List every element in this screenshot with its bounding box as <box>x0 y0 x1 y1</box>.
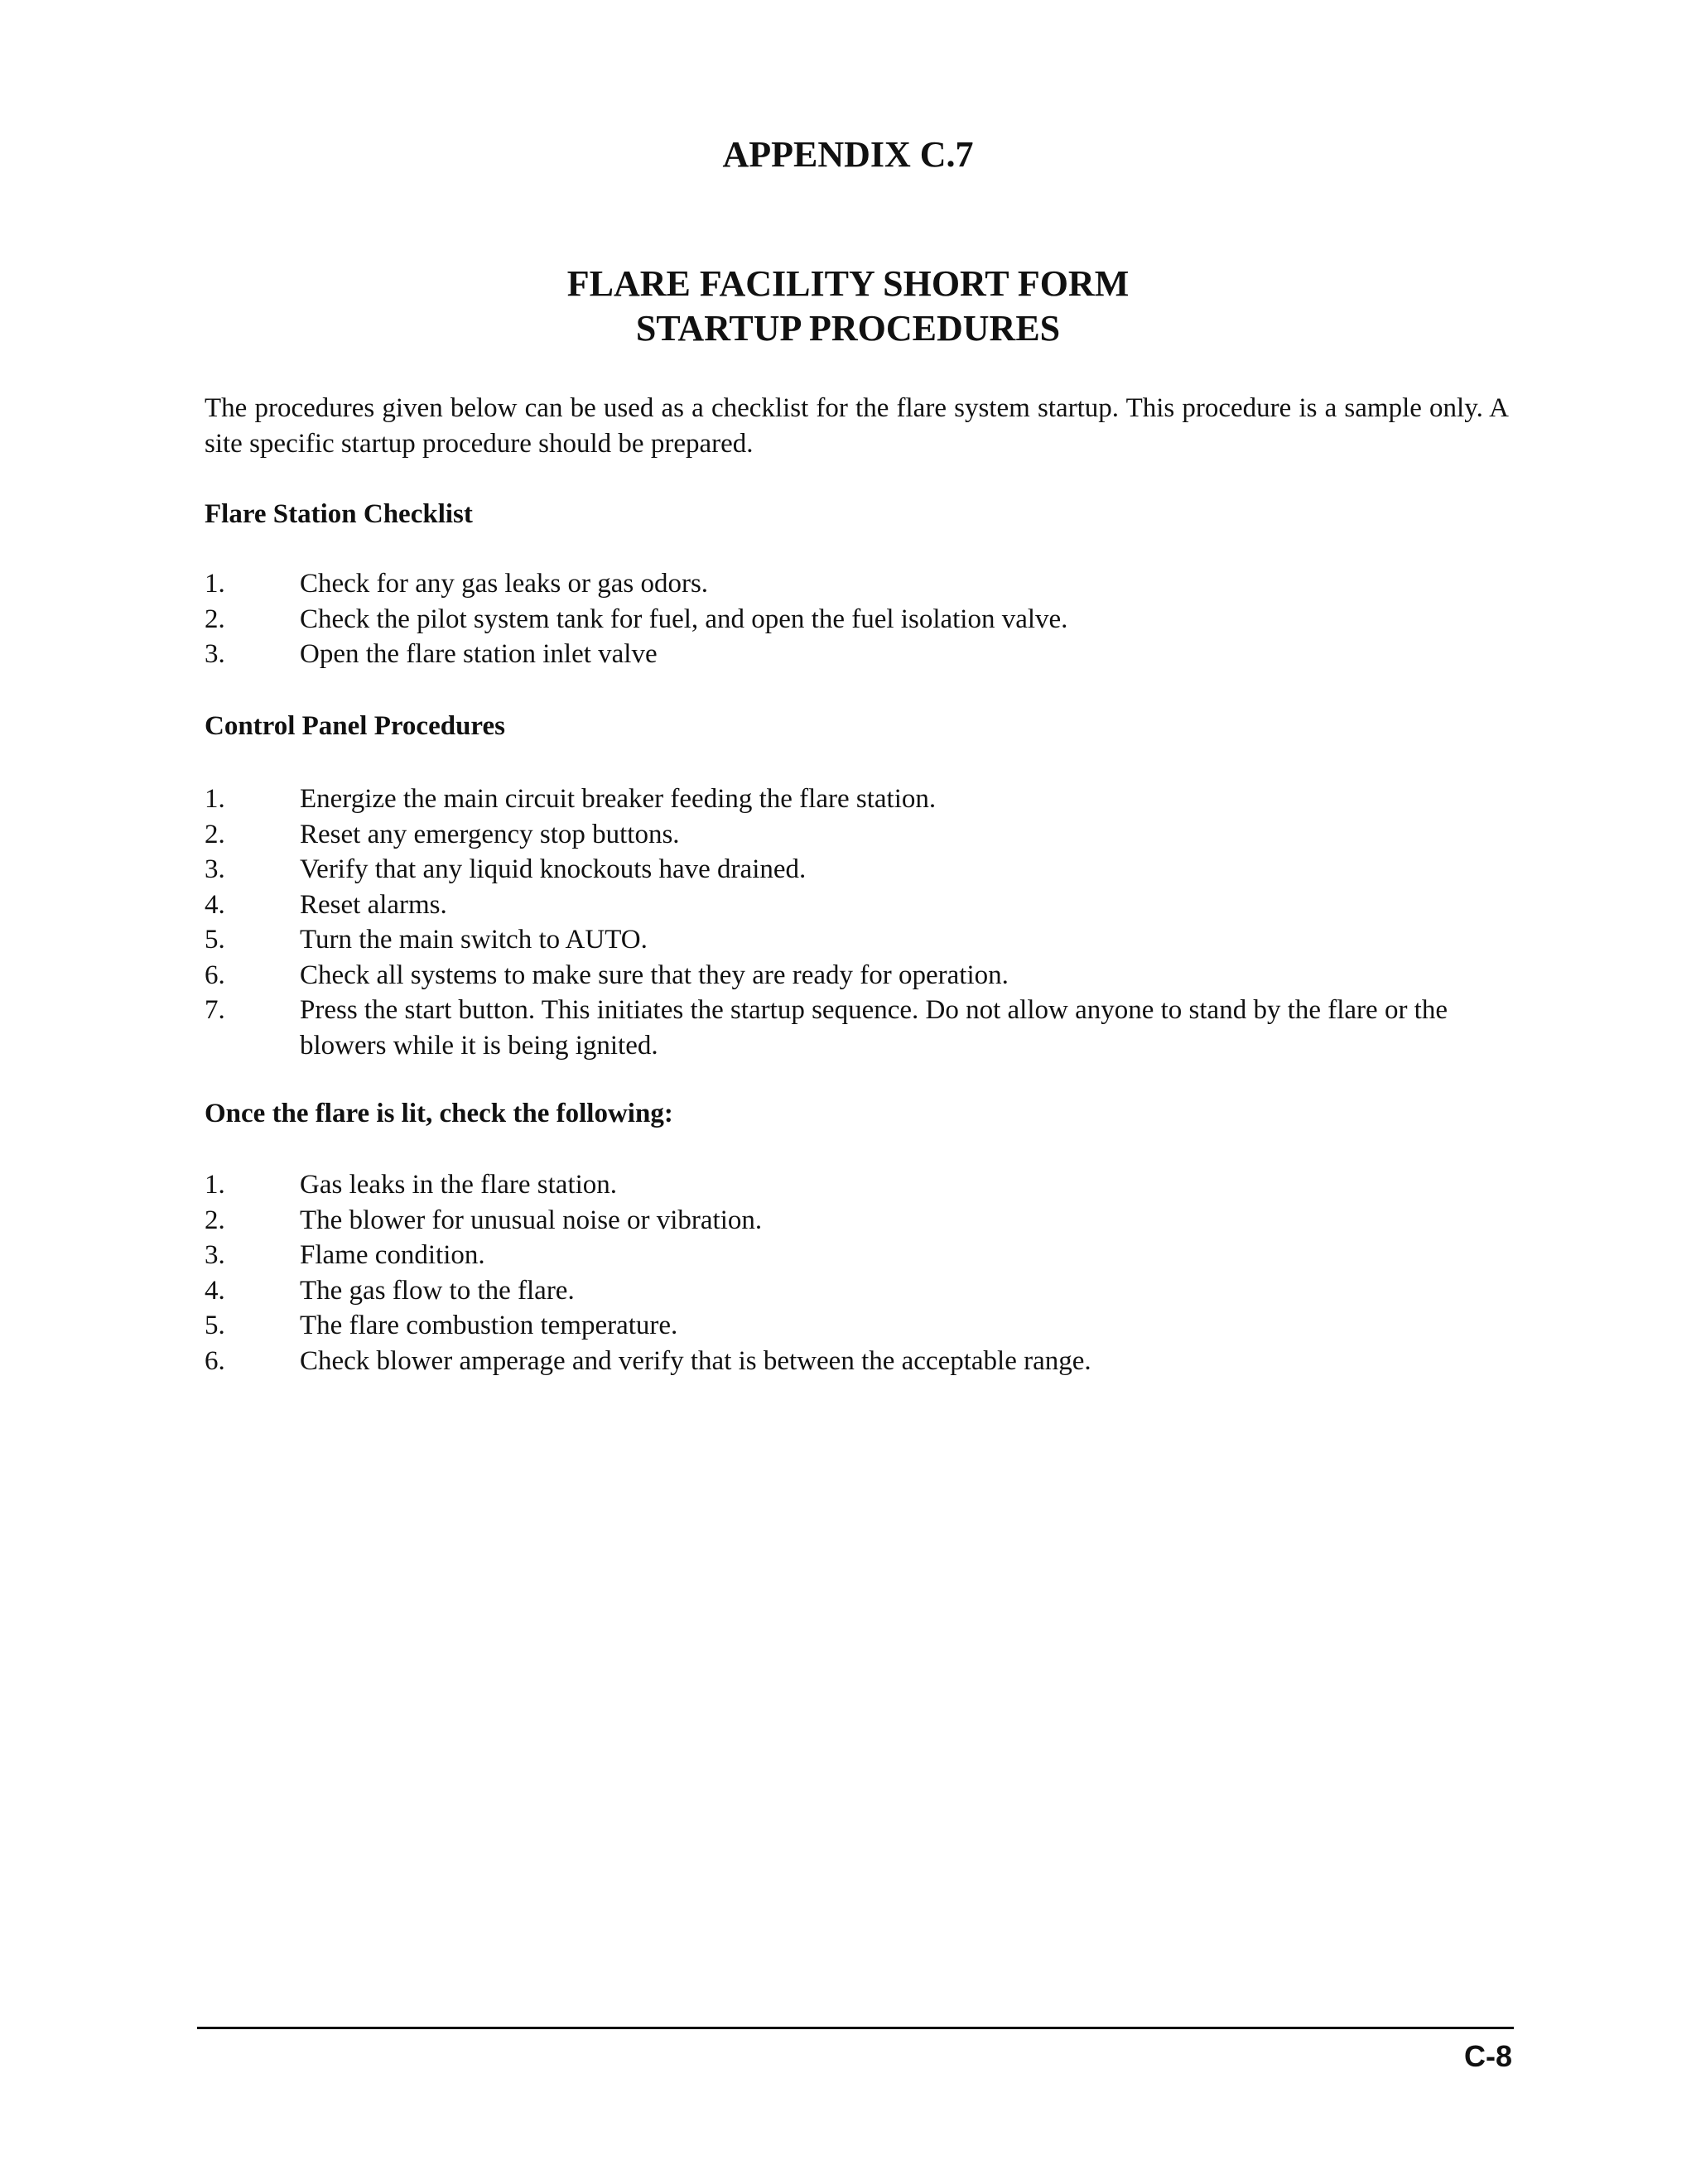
document-title-line-2: STARTUP PROCEDURES <box>635 308 1061 349</box>
list-item-text: The flare combustion temperature. <box>300 1311 678 1340</box>
list-item-number: 1. <box>205 569 225 599</box>
section-heading-once-flare-lit: Once the flare is lit, check the following: <box>205 1099 673 1128</box>
list-item-number: 7. <box>205 995 225 1025</box>
list-item-number: 5. <box>205 1311 225 1340</box>
list-item <box>205 602 1517 637</box>
list-item-text: Check for any gas leaks or gas odors. <box>300 569 709 599</box>
intro-paragraph: The procedures given below can be used as a checklist for the flare system startup. This procedure is a sample only. A site specific startup procedure should be prepared. <box>205 393 1509 459</box>
list-item-number: 5. <box>205 925 225 955</box>
list-item-number: 4. <box>205 1275 225 1306</box>
list-item-text: The gas flow to the flare. <box>300 1275 575 1306</box>
list-item-text: Check blower amperage and verify that is between the acceptable range. <box>300 1345 1091 1376</box>
list-item <box>205 958 1517 993</box>
list-item <box>205 782 1517 817</box>
list-item-number: 3. <box>205 1240 225 1270</box>
flare-station-checklist <box>205 566 1517 672</box>
list-item <box>205 1203 1517 1239</box>
list-item-text: Press the start button. This initiates the startup sequence. Do not allow anyone to stand by the flare or the blowers while it is being ignited. <box>300 995 1448 1061</box>
appendix-title: APPENDIX C.7 <box>722 134 974 175</box>
list-item-number: 3. <box>205 854 225 884</box>
list-item-number: 2. <box>205 604 225 634</box>
list-item <box>205 993 1517 1063</box>
list-item <box>205 1344 1517 1379</box>
list-item <box>205 1273 1517 1309</box>
list-item-number: 1. <box>205 1170 225 1200</box>
list-item-text: Turn the main switch to AUTO. <box>300 925 648 955</box>
list-item <box>205 817 1517 853</box>
list-item-text: Reset any emergency stop buttons. <box>300 819 680 849</box>
list-item-number: 2. <box>205 819 225 849</box>
list-item-number: 3. <box>205 639 225 669</box>
list-item-text: Flame condition. <box>300 1240 485 1270</box>
list-item-number: 2. <box>205 1205 225 1235</box>
list-item <box>205 1238 1517 1273</box>
list-item <box>205 1167 1517 1203</box>
list-item-number: 6. <box>205 1345 225 1376</box>
list-item-number: 6. <box>205 960 225 990</box>
list-item-text: Energize the main circuit breaker feeding the flare station. <box>300 784 937 814</box>
document-title <box>0 262 1696 351</box>
footer-rule <box>197 2027 1514 2029</box>
list-item <box>205 1308 1517 1344</box>
list-item-text: Open the flare station inlet valve <box>300 639 658 669</box>
list-item-number: 4. <box>205 889 225 920</box>
page-number: C-8 <box>1463 2039 1512 2073</box>
list-item-text: Gas leaks in the flare station. <box>300 1170 618 1200</box>
section-heading-control-panel-procedures: Control Panel Procedures <box>205 711 505 741</box>
list-item-text: Reset alarms. <box>300 889 447 920</box>
document-title-line-1: FLARE FACILITY SHORT FORM <box>566 263 1130 304</box>
list-item <box>205 637 1517 672</box>
list-item <box>205 888 1517 923</box>
list-item-text: The blower for unusual noise or vibration. <box>300 1205 763 1235</box>
control-panel-procedures-list <box>205 782 1517 1063</box>
list-item <box>205 922 1517 958</box>
list-item <box>205 566 1517 602</box>
list-item-text: Verify that any liquid knockouts have drained. <box>300 854 807 884</box>
list-item <box>205 852 1517 888</box>
section-heading-flare-station-checklist: Flare Station Checklist <box>205 499 473 529</box>
list-item-text: Check the pilot system tank for fuel, and open the fuel isolation valve. <box>300 604 1068 634</box>
list-item-text: Check all systems to make sure that they are ready for operation. <box>300 960 1009 990</box>
list-item-number: 1. <box>205 784 225 814</box>
post-ignition-checks-list <box>205 1167 1517 1378</box>
